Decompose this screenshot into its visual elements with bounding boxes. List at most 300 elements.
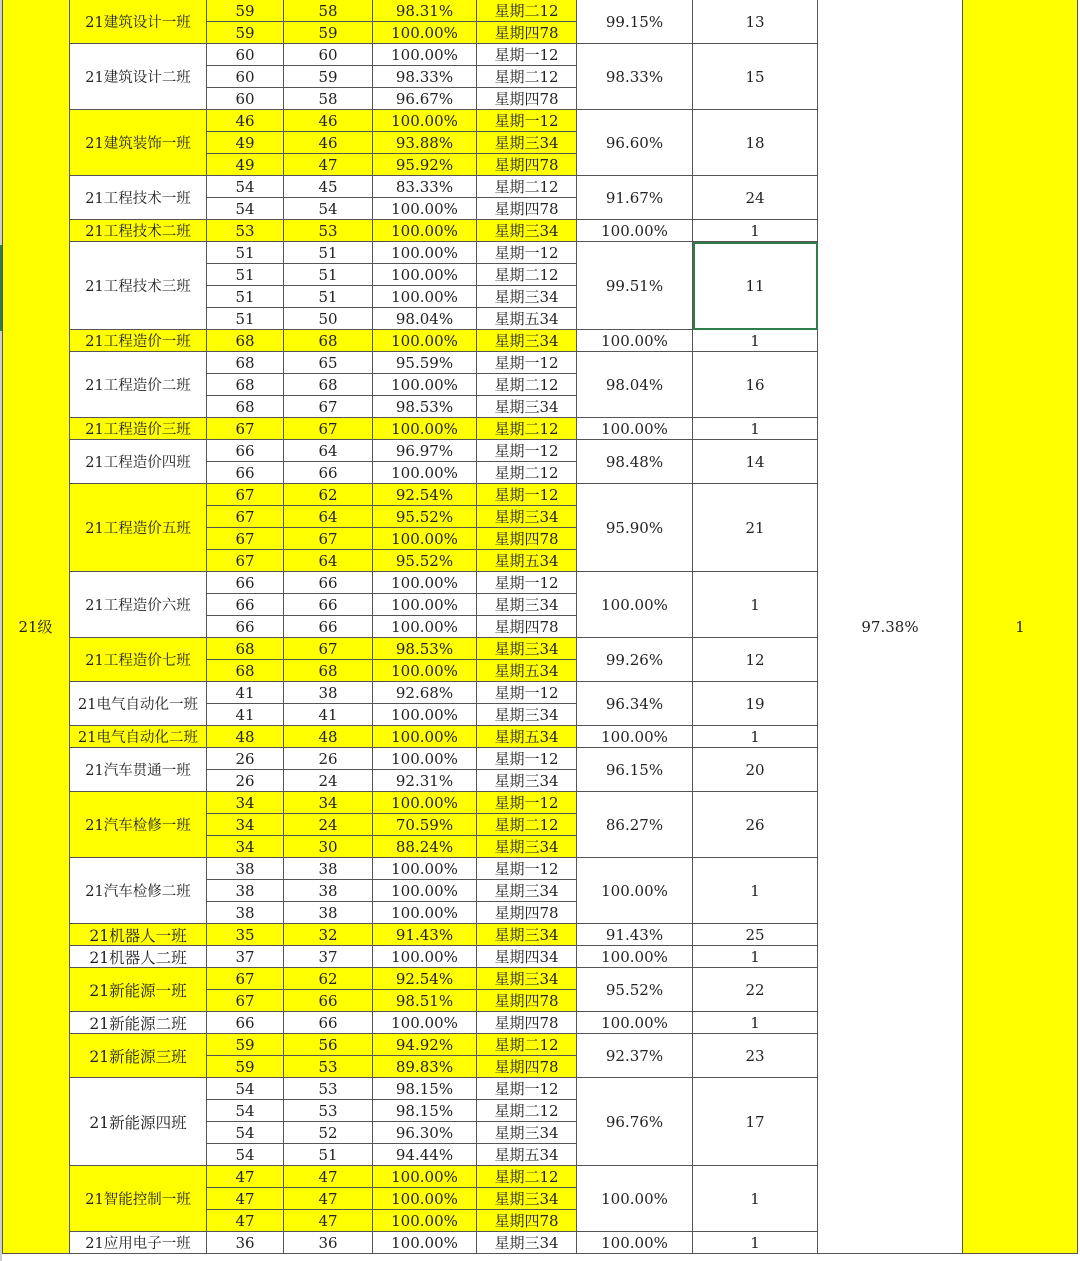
class-rank-cell[interactable]: 1 — [693, 1012, 818, 1034]
session-rate-cell[interactable]: 95.59% — [373, 352, 477, 374]
enrolled-count-cell[interactable]: 60 — [207, 66, 284, 88]
class-name-cell[interactable]: 21工程造价二班 — [70, 352, 207, 418]
class-rate-cell[interactable]: 100.00% — [577, 946, 693, 968]
enrolled-count-cell[interactable]: 67 — [207, 968, 284, 990]
session-rate-cell[interactable]: 98.04% — [373, 308, 477, 330]
present-count-cell[interactable]: 50 — [284, 308, 373, 330]
enrolled-count-cell[interactable]: 67 — [207, 506, 284, 528]
class-name-cell[interactable]: 21工程技术三班 — [70, 242, 207, 330]
enrolled-count-cell[interactable]: 34 — [207, 814, 284, 836]
session-rate-cell[interactable]: 98.53% — [373, 396, 477, 418]
present-count-cell[interactable]: 53 — [284, 1078, 373, 1100]
present-count-cell[interactable]: 66 — [284, 572, 373, 594]
class-rank-cell[interactable]: 1 — [693, 726, 818, 748]
enrolled-count-cell[interactable]: 41 — [207, 682, 284, 704]
present-count-cell[interactable]: 38 — [284, 682, 373, 704]
present-count-cell[interactable]: 38 — [284, 902, 373, 924]
present-count-cell[interactable]: 52 — [284, 1122, 373, 1144]
enrolled-count-cell[interactable]: 38 — [207, 902, 284, 924]
present-count-cell[interactable]: 64 — [284, 440, 373, 462]
session-time-cell[interactable]: 星期四78 — [477, 1012, 577, 1034]
class-rate-cell[interactable]: 98.04% — [577, 352, 693, 418]
present-count-cell[interactable]: 46 — [284, 110, 373, 132]
class-rate-cell[interactable]: 96.76% — [577, 1078, 693, 1166]
enrolled-count-cell[interactable]: 36 — [207, 1232, 284, 1254]
session-time-cell[interactable]: 星期一12 — [477, 110, 577, 132]
session-time-cell[interactable]: 星期一12 — [477, 792, 577, 814]
class-rank-cell[interactable]: 19 — [693, 682, 818, 726]
enrolled-count-cell[interactable]: 67 — [207, 528, 284, 550]
enrolled-count-cell[interactable]: 54 — [207, 1078, 284, 1100]
present-count-cell[interactable]: 47 — [284, 154, 373, 176]
session-time-cell[interactable]: 星期三34 — [477, 880, 577, 902]
class-rate-cell[interactable]: 100.00% — [577, 1166, 693, 1232]
session-rate-cell[interactable]: 89.83% — [373, 1056, 477, 1078]
session-time-cell[interactable]: 星期二12 — [477, 462, 577, 484]
session-rate-cell[interactable]: 91.43% — [373, 924, 477, 946]
class-rank-cell[interactable]: 1 — [693, 572, 818, 638]
enrolled-count-cell[interactable]: 66 — [207, 440, 284, 462]
enrolled-count-cell[interactable]: 49 — [207, 154, 284, 176]
session-time-cell[interactable]: 星期三34 — [477, 704, 577, 726]
present-count-cell[interactable]: 68 — [284, 660, 373, 682]
enrolled-count-cell[interactable]: 68 — [207, 374, 284, 396]
class-name-cell[interactable]: 21新能源四班 — [70, 1078, 207, 1166]
session-time-cell[interactable]: 星期三34 — [477, 286, 577, 308]
present-count-cell[interactable]: 45 — [284, 176, 373, 198]
session-time-cell[interactable]: 星期四34 — [477, 946, 577, 968]
class-rate-cell[interactable]: 98.48% — [577, 440, 693, 484]
session-rate-cell[interactable]: 100.00% — [373, 44, 477, 66]
enrolled-count-cell[interactable]: 66 — [207, 1012, 284, 1034]
class-rate-cell[interactable]: 100.00% — [577, 330, 693, 352]
enrolled-count-cell[interactable]: 51 — [207, 242, 284, 264]
session-time-cell[interactable]: 星期三34 — [477, 968, 577, 990]
session-rate-cell[interactable]: 96.30% — [373, 1122, 477, 1144]
enrolled-count-cell[interactable]: 46 — [207, 110, 284, 132]
present-count-cell[interactable]: 34 — [284, 792, 373, 814]
present-count-cell[interactable]: 59 — [284, 22, 373, 44]
class-rate-cell[interactable]: 92.37% — [577, 1034, 693, 1078]
class-rank-cell[interactable]: 25 — [693, 924, 818, 946]
enrolled-count-cell[interactable]: 60 — [207, 88, 284, 110]
enrolled-count-cell[interactable]: 68 — [207, 396, 284, 418]
overall-rank-cell[interactable]: 1 — [963, 0, 1078, 1254]
present-count-cell[interactable]: 68 — [284, 330, 373, 352]
enrolled-count-cell[interactable]: 68 — [207, 638, 284, 660]
class-rate-cell[interactable]: 100.00% — [577, 220, 693, 242]
present-count-cell[interactable]: 48 — [284, 726, 373, 748]
present-count-cell[interactable]: 30 — [284, 836, 373, 858]
class-name-cell[interactable]: 21智能控制一班 — [70, 1166, 207, 1232]
session-rate-cell[interactable]: 98.51% — [373, 990, 477, 1012]
class-rate-cell[interactable]: 96.60% — [577, 110, 693, 176]
present-count-cell[interactable]: 51 — [284, 1144, 373, 1166]
enrolled-count-cell[interactable]: 67 — [207, 990, 284, 1012]
session-rate-cell[interactable]: 100.00% — [373, 858, 477, 880]
class-name-cell[interactable]: 21新能源三班 — [70, 1034, 207, 1078]
present-count-cell[interactable]: 53 — [284, 1056, 373, 1078]
class-rate-cell[interactable]: 99.26% — [577, 638, 693, 682]
class-name-cell[interactable]: 21汽车检修二班 — [70, 858, 207, 924]
present-count-cell[interactable]: 24 — [284, 814, 373, 836]
session-rate-cell[interactable]: 100.00% — [373, 1210, 477, 1232]
session-time-cell[interactable]: 星期二12 — [477, 66, 577, 88]
class-name-cell[interactable]: 21新能源二班 — [70, 1012, 207, 1034]
session-time-cell[interactable]: 星期二12 — [477, 264, 577, 286]
session-rate-cell[interactable]: 100.00% — [373, 594, 477, 616]
session-rate-cell[interactable]: 100.00% — [373, 726, 477, 748]
session-rate-cell[interactable]: 95.52% — [373, 550, 477, 572]
session-rate-cell[interactable]: 93.88% — [373, 132, 477, 154]
class-name-cell[interactable]: 21工程造价五班 — [70, 484, 207, 572]
present-count-cell[interactable]: 67 — [284, 528, 373, 550]
enrolled-count-cell[interactable]: 47 — [207, 1166, 284, 1188]
session-rate-cell[interactable]: 98.15% — [373, 1100, 477, 1122]
enrolled-count-cell[interactable]: 68 — [207, 352, 284, 374]
session-time-cell[interactable]: 星期四78 — [477, 154, 577, 176]
class-name-cell[interactable]: 21工程造价一班 — [70, 330, 207, 352]
enrolled-count-cell[interactable]: 51 — [207, 286, 284, 308]
present-count-cell[interactable]: 64 — [284, 550, 373, 572]
class-name-cell[interactable]: 21新能源一班 — [70, 968, 207, 1012]
session-rate-cell[interactable]: 100.00% — [373, 572, 477, 594]
class-name-cell[interactable]: 21工程造价三班 — [70, 418, 207, 440]
session-time-cell[interactable]: 星期三34 — [477, 330, 577, 352]
class-rate-cell[interactable]: 100.00% — [577, 1012, 693, 1034]
class-rank-cell[interactable]: 1 — [693, 858, 818, 924]
class-rank-cell[interactable]: 20 — [693, 748, 818, 792]
present-count-cell[interactable]: 47 — [284, 1210, 373, 1232]
present-count-cell[interactable]: 68 — [284, 374, 373, 396]
class-rank-cell[interactable]: 1 — [693, 418, 818, 440]
enrolled-count-cell[interactable]: 26 — [207, 770, 284, 792]
session-rate-cell[interactable]: 100.00% — [373, 880, 477, 902]
session-rate-cell[interactable]: 100.00% — [373, 660, 477, 682]
enrolled-count-cell[interactable]: 48 — [207, 726, 284, 748]
present-count-cell[interactable]: 67 — [284, 418, 373, 440]
enrolled-count-cell[interactable]: 59 — [207, 1056, 284, 1078]
present-count-cell[interactable]: 53 — [284, 220, 373, 242]
present-count-cell[interactable]: 66 — [284, 990, 373, 1012]
session-time-cell[interactable]: 星期五34 — [477, 550, 577, 572]
class-rate-cell[interactable]: 100.00% — [577, 1232, 693, 1254]
session-rate-cell[interactable]: 100.00% — [373, 462, 477, 484]
present-count-cell[interactable]: 54 — [284, 198, 373, 220]
class-rank-cell[interactable]: 1 — [693, 1232, 818, 1254]
present-count-cell[interactable]: 62 — [284, 484, 373, 506]
class-rate-cell[interactable]: 95.90% — [577, 484, 693, 572]
enrolled-count-cell[interactable]: 35 — [207, 924, 284, 946]
session-rate-cell[interactable]: 100.00% — [373, 22, 477, 44]
present-count-cell[interactable]: 26 — [284, 748, 373, 770]
session-rate-cell[interactable]: 100.00% — [373, 616, 477, 638]
class-name-cell[interactable]: 21应用电子一班 — [70, 1232, 207, 1254]
present-count-cell[interactable]: 51 — [284, 264, 373, 286]
session-time-cell[interactable]: 星期一12 — [477, 682, 577, 704]
session-time-cell[interactable]: 星期五34 — [477, 1144, 577, 1166]
present-count-cell[interactable]: 47 — [284, 1166, 373, 1188]
class-rate-cell[interactable]: 98.33% — [577, 44, 693, 110]
session-rate-cell[interactable]: 100.00% — [373, 704, 477, 726]
session-rate-cell[interactable]: 100.00% — [373, 242, 477, 264]
session-rate-cell[interactable]: 100.00% — [373, 792, 477, 814]
session-rate-cell[interactable]: 100.00% — [373, 902, 477, 924]
class-rate-cell[interactable]: 91.43% — [577, 924, 693, 946]
session-time-cell[interactable]: 星期三34 — [477, 594, 577, 616]
class-rank-cell[interactable]: 22 — [693, 968, 818, 1012]
session-rate-cell[interactable]: 70.59% — [373, 814, 477, 836]
class-rate-cell[interactable]: 96.15% — [577, 748, 693, 792]
session-rate-cell[interactable]: 83.33% — [373, 176, 477, 198]
session-time-cell[interactable]: 星期五34 — [477, 660, 577, 682]
session-rate-cell[interactable]: 96.67% — [373, 88, 477, 110]
class-rate-cell[interactable]: 95.52% — [577, 968, 693, 1012]
present-count-cell[interactable]: 37 — [284, 946, 373, 968]
class-name-cell[interactable]: 21电气自动化一班 — [70, 682, 207, 726]
session-rate-cell[interactable]: 100.00% — [373, 1012, 477, 1034]
present-count-cell[interactable]: 67 — [284, 638, 373, 660]
session-rate-cell[interactable]: 100.00% — [373, 946, 477, 968]
class-name-cell[interactable]: 21机器人二班 — [70, 946, 207, 968]
session-rate-cell[interactable]: 100.00% — [373, 374, 477, 396]
class-name-cell[interactable]: 21工程技术一班 — [70, 176, 207, 220]
session-time-cell[interactable]: 星期二12 — [477, 0, 577, 22]
session-rate-cell[interactable]: 100.00% — [373, 528, 477, 550]
session-time-cell[interactable]: 星期一12 — [477, 1078, 577, 1100]
session-rate-cell[interactable]: 92.31% — [373, 770, 477, 792]
present-count-cell[interactable]: 60 — [284, 44, 373, 66]
session-rate-cell[interactable]: 100.00% — [373, 1166, 477, 1188]
session-rate-cell[interactable]: 92.68% — [373, 682, 477, 704]
overall-rate-cell[interactable]: 97.38% — [818, 0, 963, 1254]
enrolled-count-cell[interactable]: 66 — [207, 572, 284, 594]
session-time-cell[interactable]: 星期四78 — [477, 616, 577, 638]
enrolled-count-cell[interactable]: 54 — [207, 1100, 284, 1122]
present-count-cell[interactable]: 41 — [284, 704, 373, 726]
enrolled-count-cell[interactable]: 37 — [207, 946, 284, 968]
class-name-cell[interactable]: 21机器人一班 — [70, 924, 207, 946]
session-rate-cell[interactable]: 92.54% — [373, 484, 477, 506]
class-name-cell[interactable]: 21建筑设计一班 — [70, 0, 207, 44]
class-rate-cell[interactable]: 86.27% — [577, 792, 693, 858]
session-rate-cell[interactable]: 100.00% — [373, 220, 477, 242]
enrolled-count-cell[interactable]: 68 — [207, 330, 284, 352]
class-name-cell[interactable]: 21工程造价四班 — [70, 440, 207, 484]
session-time-cell[interactable]: 星期二12 — [477, 176, 577, 198]
class-rank-cell[interactable]: 12 — [693, 638, 818, 682]
session-time-cell[interactable]: 星期三34 — [477, 396, 577, 418]
session-time-cell[interactable]: 星期二12 — [477, 1034, 577, 1056]
present-count-cell[interactable]: 66 — [284, 594, 373, 616]
class-rate-cell[interactable]: 99.15% — [577, 0, 693, 44]
enrolled-count-cell[interactable]: 34 — [207, 792, 284, 814]
session-rate-cell[interactable]: 88.24% — [373, 836, 477, 858]
enrolled-count-cell[interactable]: 51 — [207, 264, 284, 286]
enrolled-count-cell[interactable]: 59 — [207, 22, 284, 44]
session-rate-cell[interactable]: 96.97% — [373, 440, 477, 462]
session-time-cell[interactable]: 星期二12 — [477, 374, 577, 396]
present-count-cell[interactable]: 66 — [284, 1012, 373, 1034]
present-count-cell[interactable]: 58 — [284, 0, 373, 22]
class-rank-cell[interactable]: 11 — [693, 242, 818, 330]
enrolled-count-cell[interactable]: 54 — [207, 198, 284, 220]
session-time-cell[interactable]: 星期四78 — [477, 990, 577, 1012]
session-time-cell[interactable]: 星期一12 — [477, 748, 577, 770]
session-rate-cell[interactable]: 98.53% — [373, 638, 477, 660]
class-name-cell[interactable]: 21工程技术二班 — [70, 220, 207, 242]
present-count-cell[interactable]: 38 — [284, 858, 373, 880]
session-rate-cell[interactable]: 100.00% — [373, 286, 477, 308]
present-count-cell[interactable]: 56 — [284, 1034, 373, 1056]
present-count-cell[interactable]: 65 — [284, 352, 373, 374]
session-rate-cell[interactable]: 94.44% — [373, 1144, 477, 1166]
session-rate-cell[interactable]: 92.54% — [373, 968, 477, 990]
class-name-cell[interactable]: 21建筑设计二班 — [70, 44, 207, 110]
session-rate-cell[interactable]: 100.00% — [373, 264, 477, 286]
session-time-cell[interactable]: 星期四78 — [477, 88, 577, 110]
present-count-cell[interactable]: 64 — [284, 506, 373, 528]
session-time-cell[interactable]: 星期二12 — [477, 1166, 577, 1188]
class-name-cell[interactable]: 21汽车检修一班 — [70, 792, 207, 858]
class-rank-cell[interactable]: 1 — [693, 1166, 818, 1232]
session-time-cell[interactable]: 星期一12 — [477, 572, 577, 594]
session-time-cell[interactable]: 星期五34 — [477, 726, 577, 748]
session-time-cell[interactable]: 星期四78 — [477, 902, 577, 924]
present-count-cell[interactable]: 67 — [284, 396, 373, 418]
session-time-cell[interactable]: 星期一12 — [477, 858, 577, 880]
enrolled-count-cell[interactable]: 67 — [207, 484, 284, 506]
present-count-cell[interactable]: 62 — [284, 968, 373, 990]
class-rank-cell[interactable]: 14 — [693, 440, 818, 484]
class-rank-cell[interactable]: 21 — [693, 484, 818, 572]
class-rate-cell[interactable]: 99.51% — [577, 242, 693, 330]
session-time-cell[interactable]: 星期三34 — [477, 506, 577, 528]
session-rate-cell[interactable]: 100.00% — [373, 748, 477, 770]
session-rate-cell[interactable]: 94.92% — [373, 1034, 477, 1056]
session-rate-cell[interactable]: 98.15% — [373, 1078, 477, 1100]
session-rate-cell[interactable]: 95.52% — [373, 506, 477, 528]
session-time-cell[interactable]: 星期五34 — [477, 308, 577, 330]
present-count-cell[interactable]: 59 — [284, 66, 373, 88]
session-time-cell[interactable]: 星期三34 — [477, 1232, 577, 1254]
session-time-cell[interactable]: 星期二12 — [477, 418, 577, 440]
session-rate-cell[interactable]: 98.31% — [373, 0, 477, 22]
present-count-cell[interactable]: 38 — [284, 880, 373, 902]
session-time-cell[interactable]: 星期四78 — [477, 22, 577, 44]
enrolled-count-cell[interactable]: 49 — [207, 132, 284, 154]
session-time-cell[interactable]: 星期三34 — [477, 220, 577, 242]
class-rank-cell[interactable]: 1 — [693, 330, 818, 352]
session-time-cell[interactable]: 星期四78 — [477, 198, 577, 220]
enrolled-count-cell[interactable]: 59 — [207, 1034, 284, 1056]
session-rate-cell[interactable]: 100.00% — [373, 418, 477, 440]
class-rank-cell[interactable]: 13 — [693, 0, 818, 44]
session-rate-cell[interactable]: 100.00% — [373, 198, 477, 220]
session-time-cell[interactable]: 星期一12 — [477, 440, 577, 462]
present-count-cell[interactable]: 51 — [284, 242, 373, 264]
enrolled-count-cell[interactable]: 66 — [207, 616, 284, 638]
class-rank-cell[interactable]: 23 — [693, 1034, 818, 1078]
session-time-cell[interactable]: 星期三34 — [477, 638, 577, 660]
session-time-cell[interactable]: 星期三34 — [477, 836, 577, 858]
present-count-cell[interactable]: 47 — [284, 1188, 373, 1210]
class-rate-cell[interactable]: 91.67% — [577, 176, 693, 220]
present-count-cell[interactable]: 46 — [284, 132, 373, 154]
session-time-cell[interactable]: 星期三34 — [477, 770, 577, 792]
enrolled-count-cell[interactable]: 60 — [207, 44, 284, 66]
present-count-cell[interactable]: 58 — [284, 88, 373, 110]
class-rank-cell[interactable]: 1 — [693, 220, 818, 242]
session-rate-cell[interactable]: 98.33% — [373, 66, 477, 88]
session-rate-cell[interactable]: 100.00% — [373, 330, 477, 352]
session-time-cell[interactable]: 星期三34 — [477, 132, 577, 154]
enrolled-count-cell[interactable]: 53 — [207, 220, 284, 242]
class-rate-cell[interactable]: 100.00% — [577, 572, 693, 638]
session-time-cell[interactable]: 星期一12 — [477, 352, 577, 374]
enrolled-count-cell[interactable]: 66 — [207, 594, 284, 616]
class-rate-cell[interactable]: 100.00% — [577, 858, 693, 924]
present-count-cell[interactable]: 36 — [284, 1232, 373, 1254]
enrolled-count-cell[interactable]: 38 — [207, 858, 284, 880]
enrolled-count-cell[interactable]: 54 — [207, 1122, 284, 1144]
class-rank-cell[interactable]: 17 — [693, 1078, 818, 1166]
grade-cell[interactable]: 21级 — [2, 0, 70, 1254]
enrolled-count-cell[interactable]: 67 — [207, 418, 284, 440]
present-count-cell[interactable]: 51 — [284, 286, 373, 308]
session-rate-cell[interactable]: 100.00% — [373, 1188, 477, 1210]
class-rank-cell[interactable]: 24 — [693, 176, 818, 220]
class-rank-cell[interactable]: 15 — [693, 44, 818, 110]
session-time-cell[interactable]: 星期三34 — [477, 1122, 577, 1144]
present-count-cell[interactable]: 53 — [284, 1100, 373, 1122]
enrolled-count-cell[interactable]: 38 — [207, 880, 284, 902]
present-count-cell[interactable]: 32 — [284, 924, 373, 946]
enrolled-count-cell[interactable]: 34 — [207, 836, 284, 858]
enrolled-count-cell[interactable]: 68 — [207, 660, 284, 682]
session-rate-cell[interactable]: 95.92% — [373, 154, 477, 176]
present-count-cell[interactable]: 66 — [284, 462, 373, 484]
session-rate-cell[interactable]: 100.00% — [373, 1232, 477, 1254]
enrolled-count-cell[interactable]: 67 — [207, 550, 284, 572]
session-time-cell[interactable]: 星期三34 — [477, 924, 577, 946]
session-time-cell[interactable]: 星期一12 — [477, 242, 577, 264]
class-rank-cell[interactable]: 18 — [693, 110, 818, 176]
enrolled-count-cell[interactable]: 41 — [207, 704, 284, 726]
class-name-cell[interactable]: 21汽车贯通一班 — [70, 748, 207, 792]
present-count-cell[interactable]: 66 — [284, 616, 373, 638]
session-time-cell[interactable]: 星期一12 — [477, 44, 577, 66]
session-time-cell[interactable]: 星期二12 — [477, 1100, 577, 1122]
class-name-cell[interactable]: 21工程造价七班 — [70, 638, 207, 682]
enrolled-count-cell[interactable]: 26 — [207, 748, 284, 770]
class-rate-cell[interactable]: 100.00% — [577, 418, 693, 440]
class-name-cell[interactable]: 21工程造价六班 — [70, 572, 207, 638]
session-time-cell[interactable]: 星期二12 — [477, 814, 577, 836]
class-rate-cell[interactable]: 96.34% — [577, 682, 693, 726]
session-time-cell[interactable]: 星期四78 — [477, 1210, 577, 1232]
enrolled-count-cell[interactable]: 59 — [207, 0, 284, 22]
enrolled-count-cell[interactable]: 54 — [207, 1144, 284, 1166]
enrolled-count-cell[interactable]: 54 — [207, 176, 284, 198]
enrolled-count-cell[interactable]: 66 — [207, 462, 284, 484]
class-name-cell[interactable]: 21电气自动化二班 — [70, 726, 207, 748]
class-name-cell[interactable]: 21建筑装饰一班 — [70, 110, 207, 176]
session-rate-cell[interactable]: 100.00% — [373, 110, 477, 132]
class-rank-cell[interactable]: 26 — [693, 792, 818, 858]
enrolled-count-cell[interactable]: 51 — [207, 308, 284, 330]
enrolled-count-cell[interactable]: 47 — [207, 1188, 284, 1210]
